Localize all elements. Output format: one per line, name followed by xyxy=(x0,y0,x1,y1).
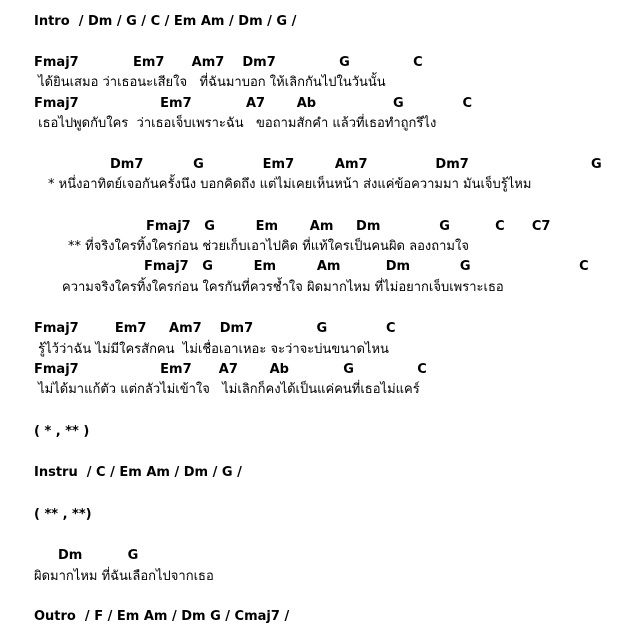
lyric-line: ได้ยินเสมอ ว่าเธอนะเสียใจ ที่ฉันมาบอก ให้เลิกกันไปในวันนั้น xyxy=(34,75,386,90)
chord-line: Fmaj7 G Em Am Dm G C xyxy=(144,259,589,274)
lyric-line: ผิดมากไหม ที่ฉันเลือกไปจากเธอ xyxy=(34,569,214,584)
lyric-line: ไม่ได้มาแก้ตัว แต่กลัวไม่เข้าใจ ไม่เลิกก็คงได้เป็นแค่คนที่เธอไม่แคร์ xyxy=(34,382,420,397)
lyric-line: รู้ไว้ว่าฉัน ไม่มีใครสักคน ไม่เชื่อเอาเหอะ จะว่าจะบ่นขนาดไหน xyxy=(34,342,389,357)
chord-line: Fmaj7 Em7 Am7 Dm7 G C xyxy=(34,321,396,336)
chord-line: Fmaj7 Em7 A7 Ab G C xyxy=(34,96,473,111)
instru-line: Instru / C / Em Am / Dm / G / xyxy=(34,465,242,480)
repeat-marker: ( * , ** ) xyxy=(34,424,90,439)
outro-line: Outro / F / Em Am / Dm G / Cmaj7 / xyxy=(34,609,290,624)
lyric-line-chorus: ** ที่จริงใครทิ้งใครก่อน ช่วยเก็บเอาไปคิด ที่แท้ใครเป็นคนผิด ลองถามใจ xyxy=(68,239,469,254)
intro-line: Intro / Dm / G / C / Em Am / Dm / G / xyxy=(34,14,297,29)
lyric-line: เธอไปพูดกับใคร ว่าเธอเจ็บเพราะฉัน ขอถามสักคำ แล้วที่เธอทำถูกรึไง xyxy=(34,116,437,131)
lyric-line-verse-star: * หนึ่งอาทิตย์เจอกันครั้งนึง บอกคิดถึง แต่ไม่เคยเห็นหน้า ส่งแค่ข้อความมา มันเจ็บรู้ไหม xyxy=(48,177,532,192)
chord-line: Fmaj7 G Em Am Dm G C C7 xyxy=(146,219,551,234)
chord-line: Fmaj7 Em7 A7 Ab G C xyxy=(34,362,427,377)
chord-line: Fmaj7 Em7 Am7 Dm7 G C xyxy=(34,55,423,70)
chord-line: Dm G xyxy=(58,548,139,563)
repeat-marker: ( ** , **) xyxy=(34,507,92,522)
lyric-line: ความจริงใครทิ้งใครก่อน ใครกันที่ควรช้ำใจ ผิดมากไหม ที่ไม่อยากเจ็บเพราะเธอ xyxy=(62,280,504,295)
chord-line: Dm7 G Em7 Am7 Dm7 G xyxy=(110,157,602,172)
